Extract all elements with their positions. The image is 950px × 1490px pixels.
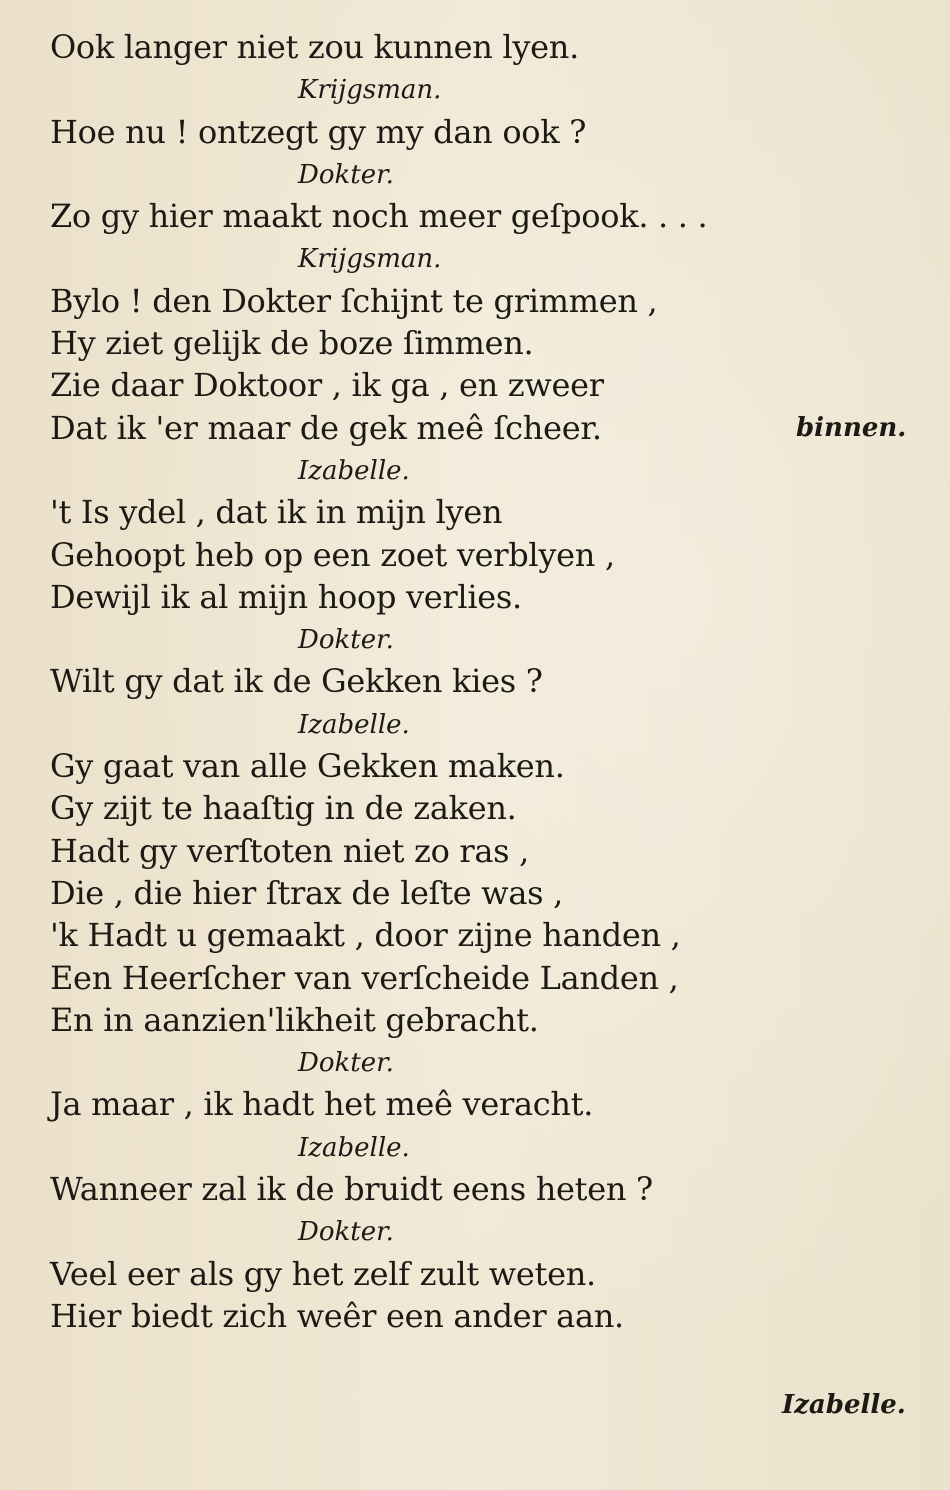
- verse-line: Wilt gy dat ik de Gekken kies ?: [50, 662, 543, 701]
- verse-line: Hy ziet gelijk de boze ſimmen.: [50, 324, 534, 363]
- verse-line: 'k Hadt u gemaakt , door zijne handen ,: [50, 916, 681, 955]
- speaker-name: Izabelle.: [298, 455, 410, 486]
- speaker-name: Dokter.: [298, 1048, 394, 1079]
- speaker-name: Krijgsman.: [298, 75, 442, 106]
- speaker-name: Krijgsman.: [298, 244, 442, 275]
- speaker-name: Izabelle.: [298, 709, 410, 740]
- verse-line: En in aanzien'likheit gebracht.: [50, 1000, 539, 1039]
- verse-line: Dewijl ik al mijn hoop verlies.: [50, 577, 522, 616]
- verse-line: Wanneer zal ik de bruidt eens heten ?: [50, 1170, 653, 1209]
- verse-line: Gehoopt heb op een zoet verblyen ,: [50, 535, 615, 574]
- verse-line: Zo gy hier maakt noch meer geſpook. . . .: [50, 197, 708, 236]
- verse-line: Gy zijt te haaſtig in de zaken.: [50, 789, 517, 828]
- verse-line: 't Is ydel , dat ik in mijn lyen: [50, 493, 503, 532]
- verse-line: Bylo ! den Dokter ſchijnt te grimmen ,: [50, 281, 658, 320]
- verse-line: Ja maar , ik hadt het meê veracht.: [50, 1085, 594, 1124]
- speaker-name: Dokter.: [298, 625, 394, 656]
- verse-line: Hoe nu ! ontzegt gy my dan ook ?: [50, 112, 587, 151]
- speaker-name: Izabelle.: [298, 1132, 410, 1163]
- speaker-name: Dokter.: [298, 159, 394, 190]
- verse-line: Zie daar Doktoor , ik ga , en zweer: [50, 366, 604, 405]
- verse-line: Veel eer als gy het zelf zult weten.: [50, 1254, 596, 1293]
- verse-line: Gy gaat van alle Gekken maken.: [50, 747, 565, 786]
- play-text: [50, 26, 770, 1337]
- verse-line: Een Heerſcher van verſcheide Landen ,: [50, 958, 679, 997]
- catchword: Izabelle.: [782, 1390, 906, 1420]
- verse-line: Hier biedt zich weêr een ander aan.: [50, 1296, 624, 1335]
- verse-line: Hadt gy verſtoten niet zo ras ,: [50, 831, 530, 870]
- stage-direction: binnen.: [796, 413, 907, 443]
- speaker-name: Dokter.: [298, 1217, 394, 1248]
- verse-line: Ook langer niet zou kunnen lyen.: [50, 28, 579, 66]
- verse-line: Die , die hier ſtrax de leſte was ,: [50, 873, 564, 912]
- verse-line: Dat ik 'er maar de gek meê ſcheer.: [50, 408, 602, 447]
